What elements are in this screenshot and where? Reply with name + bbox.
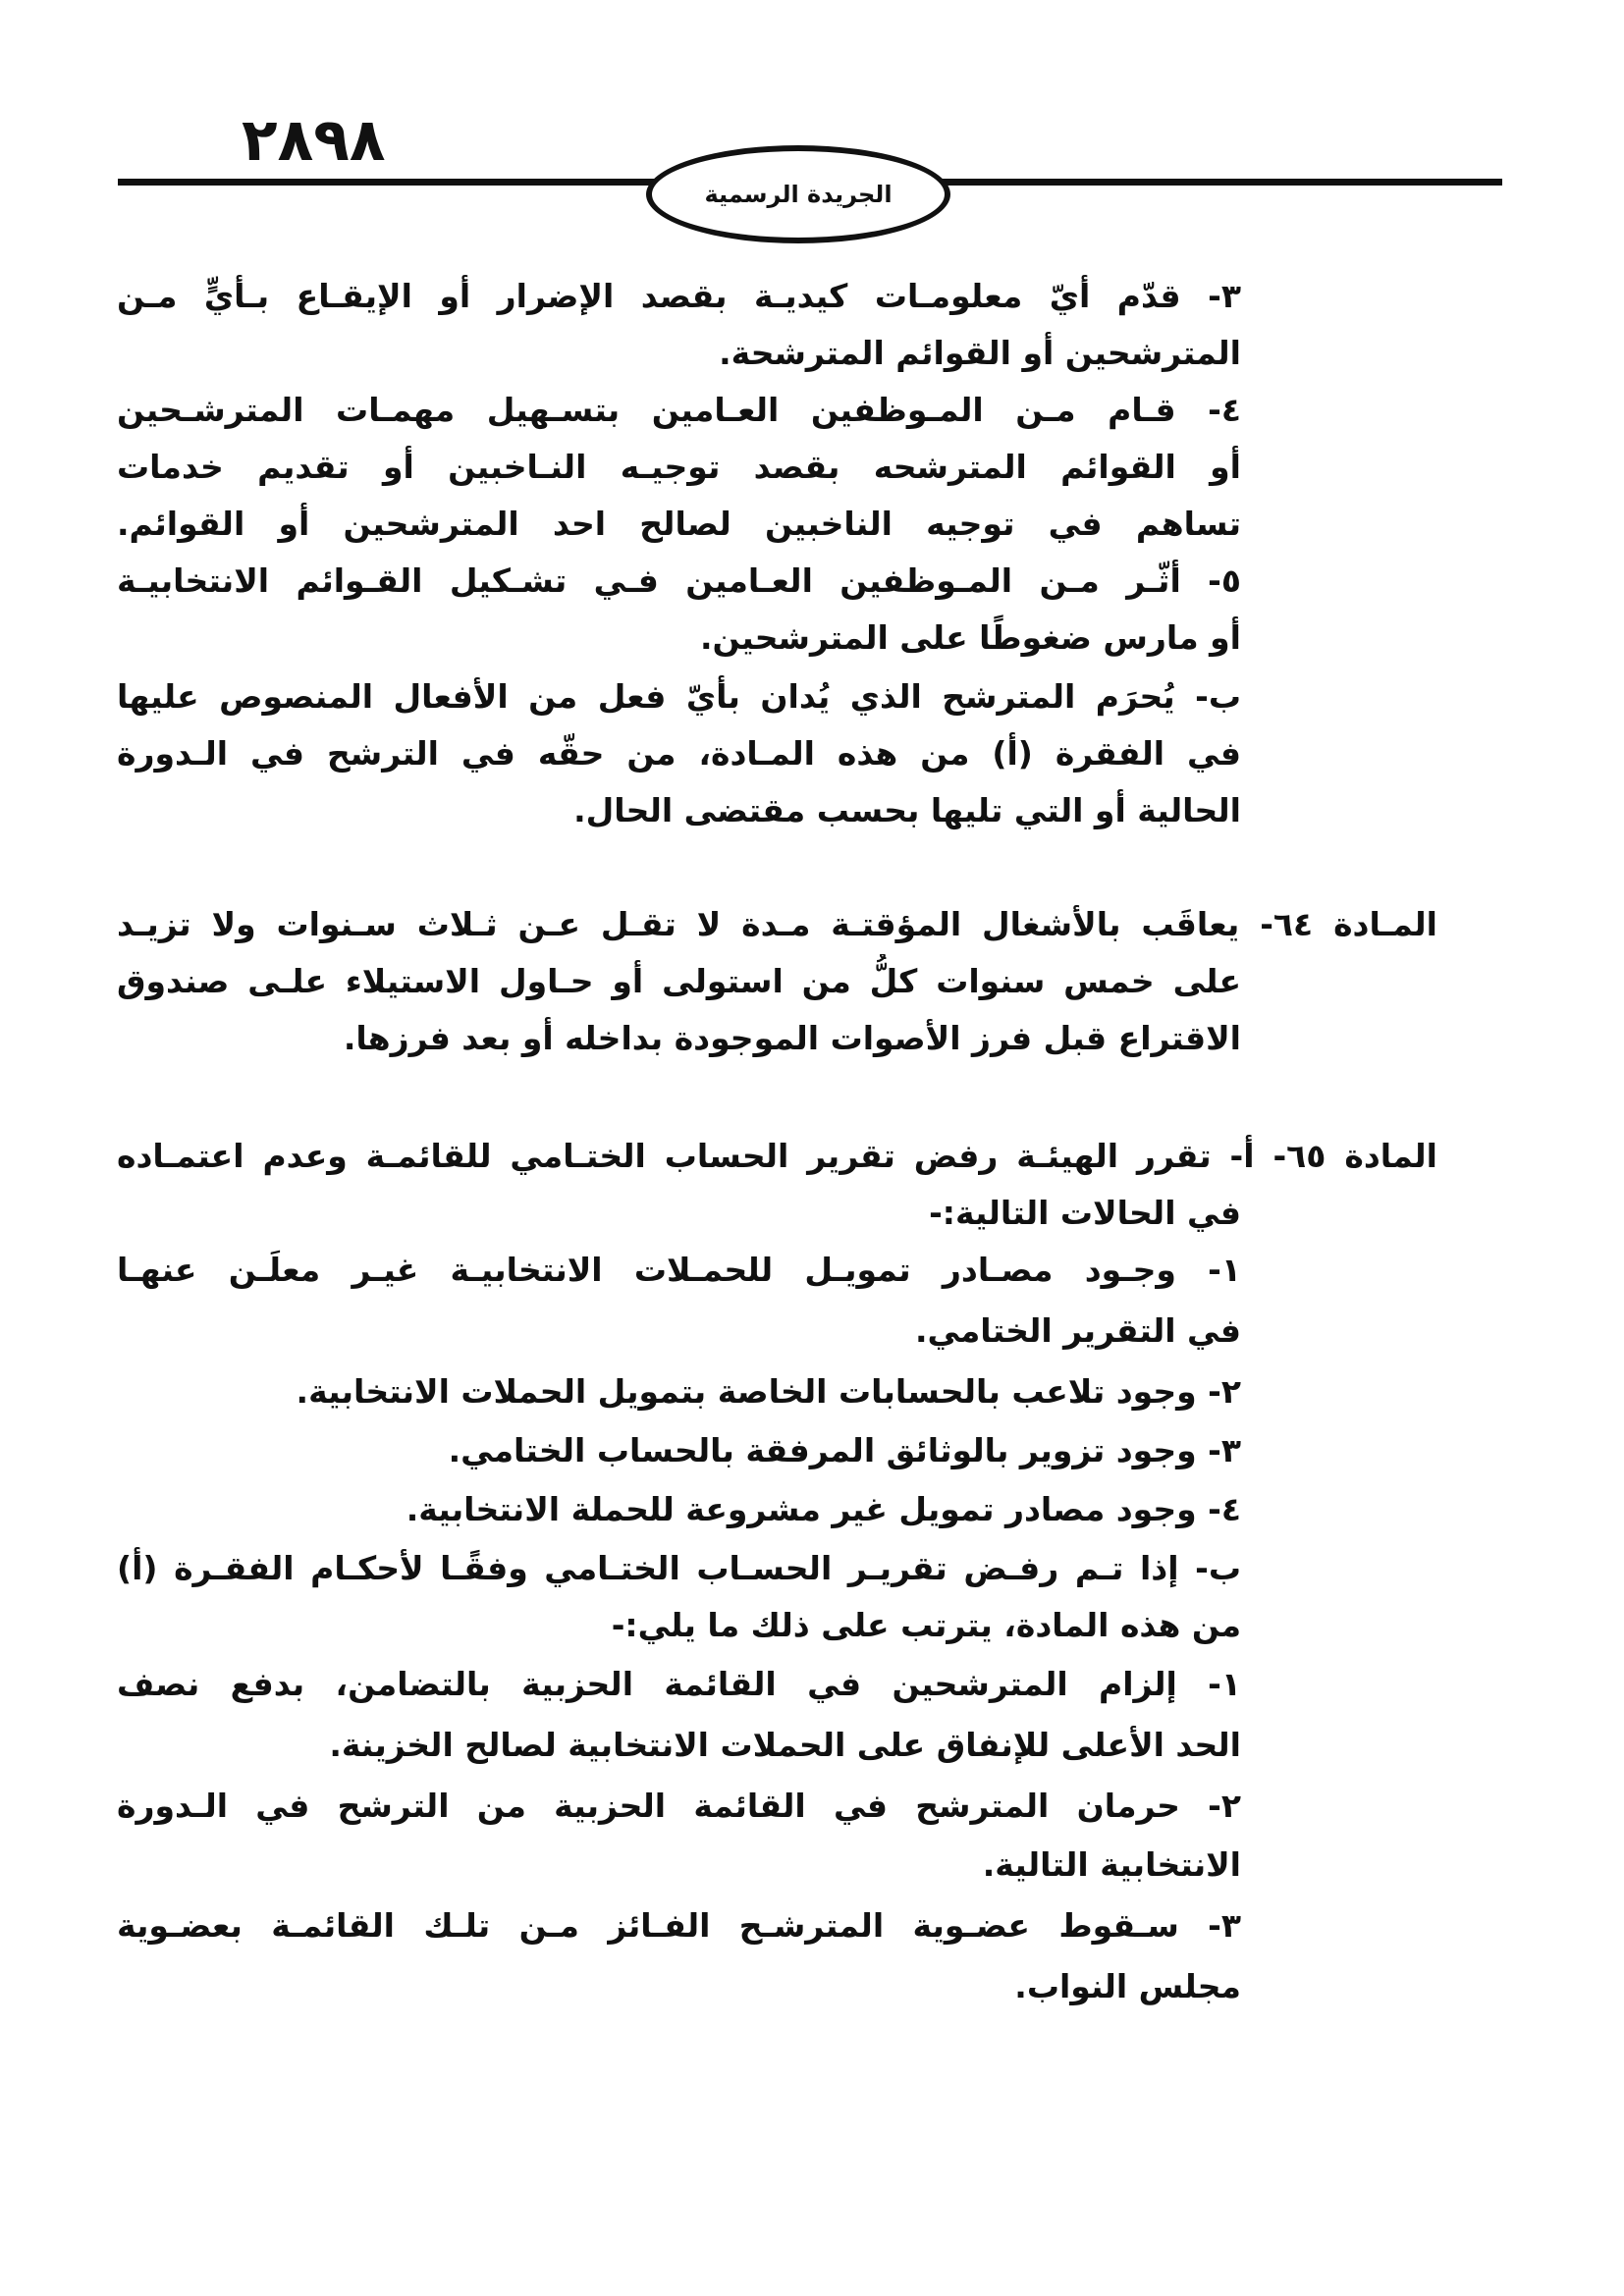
clause-b-line3: الحالية أو التي تليها بحسب مقتضى الحال.: [573, 791, 1241, 829]
clause-b-line1: ب- يُحرَم المترشح الذي يُدان بأيّ فعل من الأفعال المنصوص عليها: [117, 677, 1241, 716]
article64-line1: المـادة ٦٤- يعاقَب بالأشغال المؤقتـة مـدة لا تقـل عـن ثـلاث سـنوات ولا تزيـد: [117, 905, 1437, 943]
item4-line2: أو القوائم المترشحه بقصد توجيـه النـاخبين أو تقديم خدمات: [117, 448, 1241, 486]
a65-item2: ٢- وجود تلاعب بالحسابات الخاصة بتمويل الحملات الانتخابية.: [296, 1372, 1241, 1411]
b65-item2-line1: ٢- حرمان المترشح في القائمة الحزبية من الترشح في الـدورة: [117, 1787, 1241, 1825]
b65-item3-line2: مجلس النواب.: [1014, 1967, 1241, 2005]
b65-item2-line2: الانتخابية التالية.: [982, 1845, 1241, 1884]
article64-line3: الاقتراع قبل فرز الأصوات الموجودة بداخله أو بعد فرزها.: [343, 1019, 1241, 1057]
item5-line1: ٥- أثّـر مـن المـوظفين العـامين فـي تشـكيل القـوائم الانتخابيـة: [117, 561, 1241, 600]
b65-item1-line1: ١- إلزام المترشحين في القائمة الحزبية بالتضامن، بدفع نصف: [117, 1665, 1241, 1703]
clause-b-line2: في الفقرة (أ) من هذه المـادة، من حقّه في الترشح في الـدورة: [117, 734, 1241, 773]
a65-item1-line1: ١- وجـود مصـادر تمويـل للحمـلات الانتخابيـة غيـر معلَـن عنهـا: [117, 1251, 1241, 1289]
item5-line2: أو مارس ضغوطًا على المترشحين.: [700, 618, 1241, 657]
a65-item4: ٤- وجود مصادر تمويل غير مشروعة للحملة الانتخابية.: [406, 1490, 1241, 1528]
item3-line1: ٣- قدّم أيّ معلومـات كيديـة بقصد الإضرار أو الإيقـاع بـأيٍّ مـن: [117, 277, 1241, 315]
article64-line2: على خمس سنوات كلُّ من استولى أو حـاول الاستيلاء علـى صندوق: [117, 962, 1241, 1000]
article65b-line2: من هذه المادة، يترتب على ذلك ما يلي:-: [611, 1606, 1241, 1644]
a65-item3: ٣- وجود تزوير بالوثائق المرفقة بالحساب الختامي.: [448, 1431, 1241, 1469]
item4-line3: تساهم في توجيه الناخبين لصالح احد المترشحين أو القوائم.: [117, 505, 1241, 543]
b65-item1-line2: الحد الأعلى للإنفاق على الحملات الانتخابية لصالح الخزينة.: [329, 1726, 1241, 1764]
journal-title-oval: [646, 145, 950, 243]
article65a-line2: في الحالات التالية:-: [929, 1194, 1241, 1232]
item3-line2: المترشحين أو القوائم المترشحة.: [719, 334, 1241, 372]
b65-item3-line1: ٣- سـقوط عضـوية المترشـح الفـائز مـن تلـك القائمـة بعضـوية: [117, 1906, 1241, 1945]
article65b-line1: ب- إذا تـم رفـض تقريـر الحسـاب الختـامي وفقًـا لأحكـام الفقـرة (أ): [117, 1549, 1241, 1587]
a65-item1-line2: في التقرير الختامي.: [914, 1311, 1241, 1350]
item4-line1: ٤- قـام مـن المـوظفين العـامين بتسـهيل مهمـات المترشـحين: [117, 391, 1241, 429]
article65a-line1: المادة ٦٥- أ- تقرر الهيئـة رفض تقرير الحساب الختـامي للقائمـة وعدم اعتمـاده: [117, 1137, 1437, 1175]
page-number: ٢٨٩٨: [242, 106, 386, 175]
journal-title: الجريدة الرسمية: [704, 181, 893, 208]
